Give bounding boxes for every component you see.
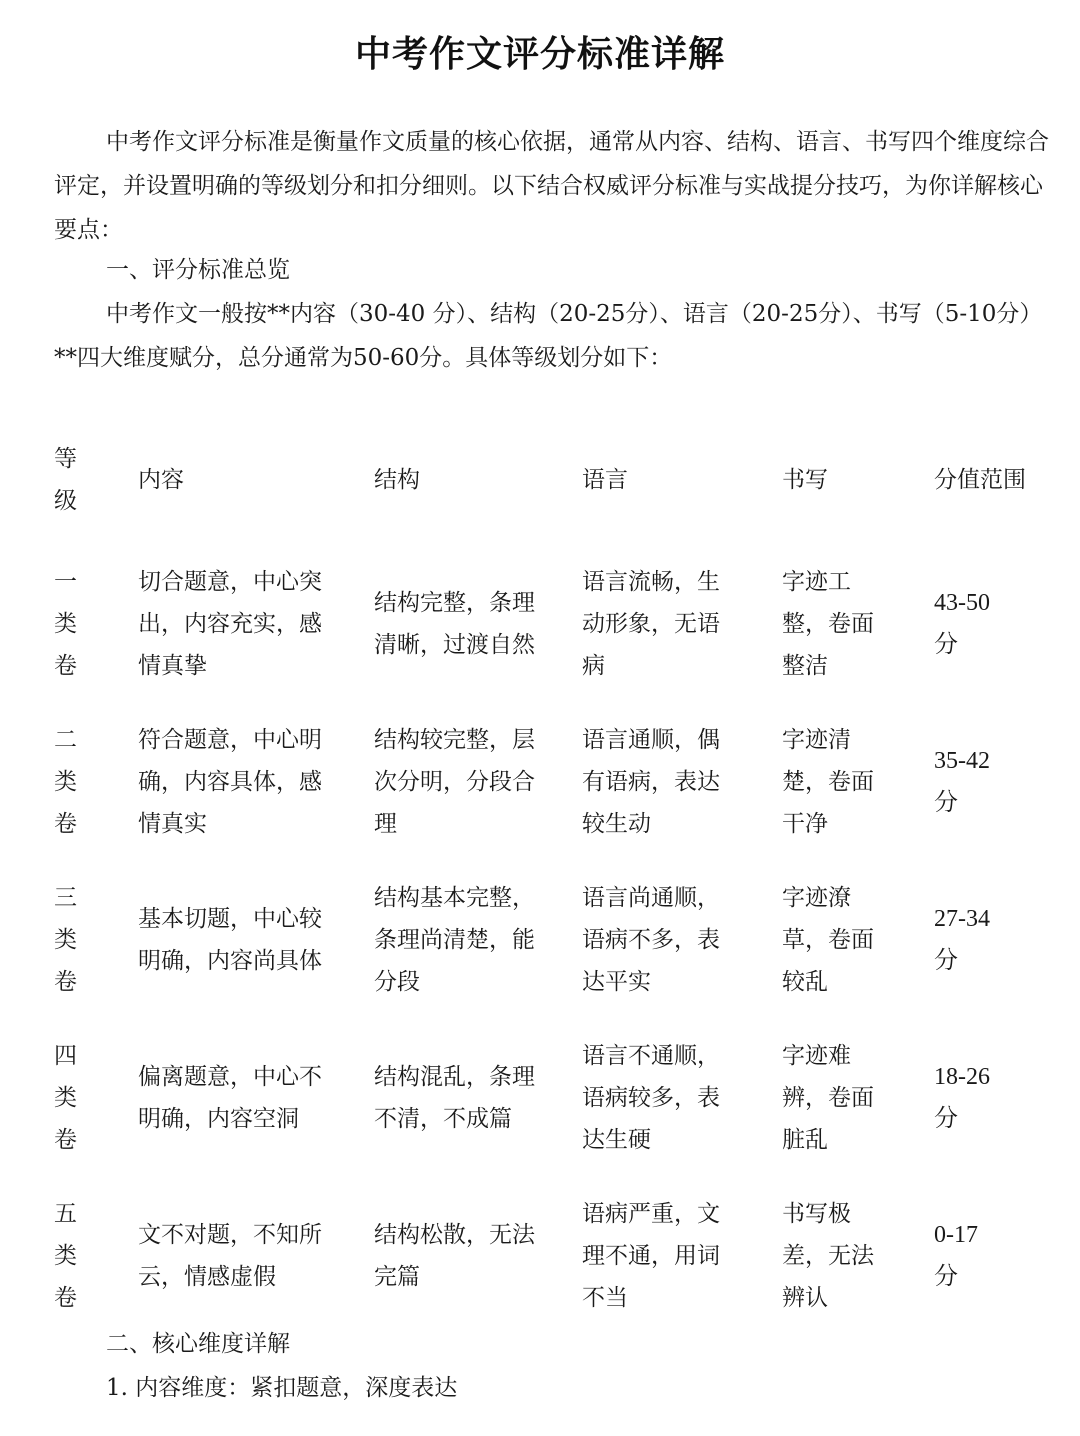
row-writing: 字迹清楚，卷面干净	[782, 727, 874, 837]
row-score: 43-50分	[934, 590, 990, 658]
row-language: 语言不通顺，语病较多，表达生硬	[582, 1043, 720, 1153]
page-title: 中考作文评分标准详解	[354, 34, 725, 75]
row-score: 27-34分	[934, 906, 990, 974]
table-header-row	[54, 438, 1054, 522]
row-grade: 四类卷	[54, 1043, 77, 1153]
row-writing: 字迹工整，卷面整洁	[782, 569, 874, 679]
table-row	[54, 1034, 1054, 1162]
intro-paragraph: 中考作文评分标准是衡量作文质量的核心依据，通常从内容、结构、语言、书写四个维度综合评定，并设置明确的等级划分和扣分细则。以下结合权威评分标准与实战提分技巧，为你详解核心要点：	[54, 129, 1049, 243]
row-structure: 结构完整，条理清晰，过渡自然	[374, 590, 535, 658]
row-writing: 书写极差，无法辨认	[782, 1201, 874, 1311]
row-structure: 结构基本完整，条理尚清楚，能分段	[374, 885, 535, 995]
header-structure: 结构	[374, 467, 420, 493]
row-structure: 结构较完整，层次分明，分段合理	[374, 727, 535, 837]
subsection-heading-content: 1. 内容维度：紧扣题意，深度表达	[106, 1375, 458, 1401]
table-row	[54, 1192, 1054, 1320]
row-score: 18-26分	[934, 1064, 990, 1132]
row-structure: 结构混乱，条理不清，不成篇	[374, 1064, 535, 1132]
section-heading-dimensions: 二、核心维度详解	[106, 1331, 290, 1357]
row-writing: 字迹潦草，卷面较乱	[782, 885, 874, 995]
table-row	[54, 560, 1054, 688]
row-score: 0-17分	[934, 1222, 978, 1290]
section-heading-overview: 一、评分标准总览	[106, 257, 290, 283]
row-content: 符合题意，中心明确，内容具体，感情真实	[138, 727, 322, 837]
row-content: 文不对题，不知所云，情感虚假	[138, 1222, 322, 1290]
row-structure: 结构松散，无法完篇	[374, 1222, 535, 1290]
row-grade: 五类卷	[54, 1201, 77, 1311]
grading-table	[54, 438, 1054, 1320]
header-grade: 等级	[54, 446, 77, 514]
row-score: 35-42分	[934, 748, 990, 816]
row-language: 语言流畅，生动形象，无语病	[582, 569, 720, 679]
row-language: 语病严重，文理不通，用词不当	[582, 1201, 720, 1311]
header-language: 语言	[582, 467, 628, 493]
grading-paragraph: 中考作文一般按**内容（30-40 分）、结构（20-25分）、语言（20-25分）、书写（5-10分）**四大维度赋分，总分通常为50-60分。具体等级划分如下：	[54, 301, 1043, 371]
row-writing: 字迹难辨，卷面脏乱	[782, 1043, 874, 1153]
header-score-range: 分值范围	[934, 467, 1026, 493]
row-language: 语言通顺，偶有语病，表达较生动	[582, 727, 720, 837]
row-language: 语言尚通顺，语病不多，表达平实	[582, 885, 720, 995]
row-content: 偏离题意，中心不明确，内容空洞	[138, 1064, 322, 1132]
row-grade: 二类卷	[54, 727, 77, 837]
table-row	[54, 876, 1054, 1004]
header-writing: 书写	[782, 467, 828, 493]
row-content: 切合题意，中心突出，内容充实，感情真挚	[138, 569, 322, 679]
table-row	[54, 718, 1054, 846]
header-content: 内容	[138, 467, 184, 493]
row-content: 基本切题，中心较明确，内容尚具体	[138, 906, 322, 974]
row-grade: 三类卷	[54, 885, 77, 995]
row-grade: 一类卷	[54, 569, 77, 679]
